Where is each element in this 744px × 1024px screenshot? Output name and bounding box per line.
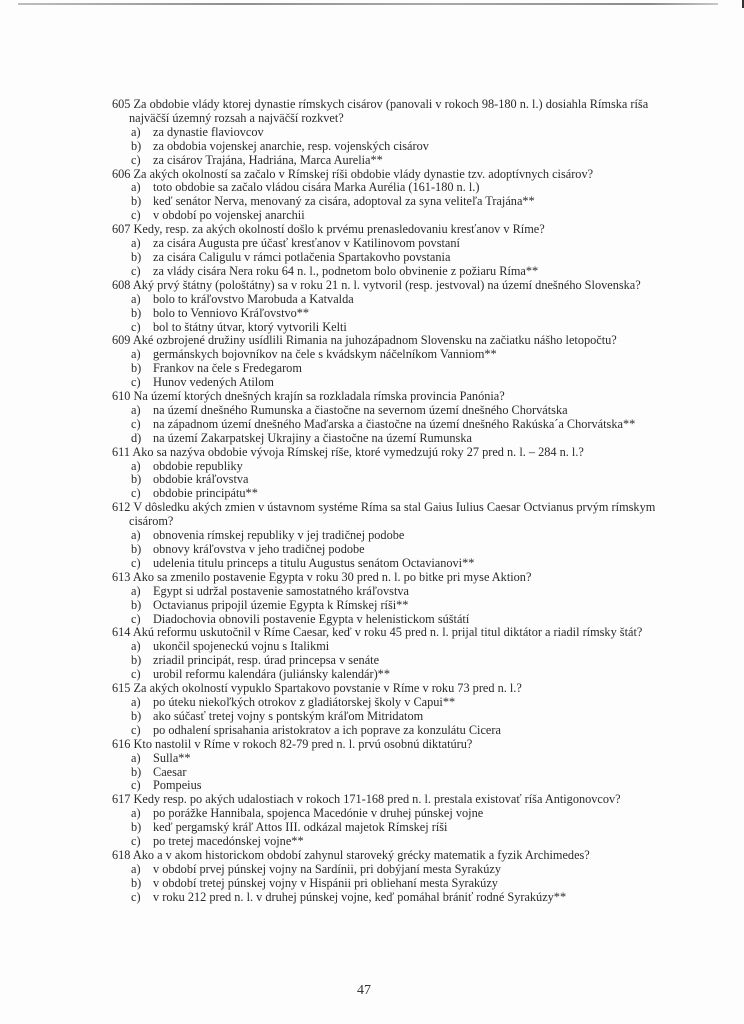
option-letter: b) bbox=[131, 542, 142, 556]
question-text: Za akých okolností sa začalo v Rímskej ríši obdobie vlády dynastie tzv. adoptívnych cisárov? bbox=[133, 166, 594, 181]
answer-option bbox=[112, 418, 732, 432]
answer-option bbox=[112, 585, 732, 599]
question-line bbox=[112, 501, 732, 515]
option-text: na území Zakarpatskej Ukrajiny a čiastočne na území Rumunska bbox=[153, 430, 472, 445]
answer-option bbox=[112, 348, 732, 362]
question-text: Kto nastolil v Ríme v rokoch 82-79 pred n. l. prvú osobnú diktatúru? bbox=[133, 736, 473, 751]
answer-option bbox=[112, 321, 732, 335]
option-text: toto obdobie sa začalo vládou cisára Marka Aurélia (161-180 n. l.) bbox=[153, 180, 480, 195]
question-line bbox=[112, 626, 732, 640]
answer-option bbox=[112, 724, 732, 738]
question-line bbox=[112, 168, 732, 182]
question-text: Aký prvý štátny (pološtátny) sa v roku 21 n. l. vytvoril (resp. jestvoval) na území dnešného Slovenska? bbox=[132, 277, 641, 292]
option-text: ukončil spojeneckú vojnu s Italikmi bbox=[153, 639, 330, 654]
answer-option bbox=[112, 460, 732, 474]
option-letter: c) bbox=[131, 722, 141, 737]
answer-option bbox=[112, 654, 732, 668]
option-letter: b) bbox=[131, 249, 142, 264]
option-letter: a) bbox=[131, 291, 141, 306]
question-number: 616 bbox=[112, 736, 131, 751]
option-letter: a) bbox=[131, 694, 141, 709]
answer-option bbox=[112, 209, 732, 223]
answer-option bbox=[112, 821, 732, 835]
question-line-continued bbox=[112, 112, 732, 126]
question-line-continued bbox=[112, 515, 732, 529]
answer-option bbox=[112, 710, 732, 724]
option-letter: b) bbox=[131, 472, 142, 487]
option-letter: c) bbox=[131, 416, 141, 431]
option-text: v období po vojenskej anarchii bbox=[153, 208, 305, 223]
option-letter: a) bbox=[131, 639, 141, 654]
option-text: za dynastie flaviovcov bbox=[153, 124, 264, 139]
option-text: bol to štátny útvar, ktorý vytvorili Kelti bbox=[153, 319, 347, 334]
answer-option bbox=[112, 543, 732, 557]
question-618 bbox=[112, 849, 732, 905]
option-letter: a) bbox=[131, 124, 141, 139]
option-letter: a) bbox=[131, 861, 141, 876]
question-line bbox=[112, 98, 732, 112]
option-letter: b) bbox=[131, 653, 142, 668]
option-letter: c) bbox=[131, 778, 141, 793]
option-text: bolo to Venniovo Kráľovstvo** bbox=[153, 305, 310, 320]
option-text: za vlády cisára Nera roku 64 n. l., podnetom bolo obvinenie z požiaru Ríma** bbox=[153, 263, 539, 278]
question-611 bbox=[112, 446, 732, 502]
option-letter: c) bbox=[131, 375, 141, 390]
option-letter: b) bbox=[131, 597, 142, 612]
question-605 bbox=[112, 98, 732, 168]
question-text: Akú reformu uskutočnil v Ríme Caesar, keď v roku 45 pred n. l. prijal titul diktátor a riadil rímsky štát? bbox=[132, 625, 643, 640]
question-number: 609 bbox=[112, 333, 131, 348]
question-line bbox=[112, 223, 732, 237]
option-text: keď pergamský kráľ Attos III. odkázal majetok Rímskej ríši bbox=[153, 820, 448, 835]
answer-option bbox=[112, 265, 732, 279]
option-text: bolo to kráľovstvo Marobuda a Katvalda bbox=[153, 291, 354, 306]
answer-option bbox=[112, 779, 732, 793]
option-text: po tretej macedónskej vojne** bbox=[153, 834, 304, 849]
question-number: 607 bbox=[112, 222, 131, 237]
question-number: 611 bbox=[112, 444, 130, 459]
question-line bbox=[112, 682, 732, 696]
option-text: v roku 212 pred n. l. v druhej púnskej vojne, keď pomáhal brániť rodné Syrakúzy** bbox=[153, 889, 567, 904]
question-text: Ako sa zmenilo postavenie Egypta v roku 30 pred n. l. po bitke pri myse Aktion? bbox=[132, 569, 532, 584]
option-text: obdobie republiky bbox=[153, 458, 243, 473]
option-letter: c) bbox=[131, 834, 141, 849]
answer-option bbox=[112, 891, 732, 905]
question-text: cisárom? bbox=[129, 514, 174, 529]
answer-option bbox=[112, 696, 732, 710]
question-line bbox=[112, 390, 732, 404]
option-letter: c) bbox=[131, 319, 141, 334]
option-text: obdobie principátu** bbox=[153, 486, 258, 501]
option-letter: c) bbox=[131, 152, 141, 167]
question-line bbox=[112, 738, 732, 752]
question-number: 617 bbox=[112, 792, 131, 807]
option-text: Hunov vedených Atilom bbox=[153, 375, 274, 390]
question-text: Kedy resp. po akých udalostiach v rokoch 171-168 pred n. l. prestala existovať ríša Antigonovcov? bbox=[133, 792, 621, 807]
option-letter: d) bbox=[131, 430, 142, 445]
option-text: Caesar bbox=[153, 764, 187, 779]
option-letter: a) bbox=[131, 528, 141, 543]
question-line bbox=[112, 446, 732, 460]
option-text: Frankov na čele s Fredegarom bbox=[153, 361, 302, 376]
answer-option bbox=[112, 126, 732, 140]
option-text: za cisára Augusta pre účasť kresťanov v Katilinovom povstaní bbox=[153, 236, 460, 251]
option-letter: c) bbox=[131, 667, 141, 682]
answer-option bbox=[112, 863, 732, 877]
option-text: za cisárov Trajána, Hadriána, Marca Aurelia** bbox=[153, 152, 383, 167]
question-608 bbox=[112, 279, 732, 335]
option-text: v období prvej púnskej vojny na Sardínii, pri dobýjaní mesta Syrakúzy bbox=[153, 861, 502, 876]
answer-option bbox=[112, 752, 732, 766]
question-text: Za akých okolností vypuklo Spartakovo povstanie v Ríme v roku 73 pred n. l.? bbox=[133, 681, 522, 696]
page-number: 47 bbox=[357, 983, 371, 998]
option-text: obdobie kráľovstva bbox=[153, 472, 249, 487]
answer-option bbox=[112, 640, 732, 654]
question-line bbox=[112, 571, 732, 585]
option-text: germánskych bojovníkov na čele s kvádskym náčelníkom Vanniom** bbox=[153, 347, 497, 362]
option-letter: a) bbox=[131, 750, 141, 765]
option-letter: a) bbox=[131, 180, 141, 195]
option-letter: c) bbox=[131, 208, 141, 223]
option-letter: a) bbox=[131, 347, 141, 362]
question-number: 613 bbox=[112, 569, 131, 584]
option-text: za obdobia vojenskej anarchie, resp. vojenských cisárov bbox=[153, 138, 429, 153]
question-607 bbox=[112, 223, 732, 279]
question-number: 614 bbox=[112, 625, 131, 640]
answer-option bbox=[112, 877, 732, 891]
option-text: Egypt si udržal postavenie samostatného kráľovstva bbox=[153, 583, 409, 598]
option-text: na území dnešného Rumunska a čiastočne na severnom území dnešného Chorvátska bbox=[153, 402, 568, 417]
answer-option bbox=[112, 766, 732, 780]
question-number: 615 bbox=[112, 681, 131, 696]
option-letter: a) bbox=[131, 458, 141, 473]
answer-option bbox=[112, 376, 732, 390]
answer-option bbox=[112, 432, 732, 446]
question-text: Kedy, resp. za akých okolností došlo k prvému prenasledovaniu kresťanov v Ríme? bbox=[133, 222, 545, 237]
question-line bbox=[112, 279, 732, 293]
question-text: Aké ozbrojené družiny usídlili Rimania na juhozápadnom Slovensku na začiatku nášho letopočtu? bbox=[132, 333, 617, 348]
option-letter: c) bbox=[131, 486, 141, 501]
question-number: 612 bbox=[112, 500, 131, 515]
question-610 bbox=[112, 390, 732, 446]
answer-option bbox=[112, 307, 732, 321]
question-616 bbox=[112, 738, 732, 794]
question-line bbox=[112, 849, 732, 863]
option-letter: c) bbox=[131, 555, 141, 570]
question-612 bbox=[112, 501, 732, 571]
option-letter: b) bbox=[131, 305, 142, 320]
option-letter: a) bbox=[131, 236, 141, 251]
answer-option bbox=[112, 487, 732, 501]
answer-option bbox=[112, 557, 732, 571]
answer-option bbox=[112, 293, 732, 307]
answer-option bbox=[112, 195, 732, 209]
question-text: Ako a v akom historickom období zahynul staroveký grécky matematik a fyzik Archimedes? bbox=[132, 847, 590, 862]
answer-option bbox=[112, 140, 732, 154]
scan-top-edge-line bbox=[18, 3, 718, 5]
option-text: obnovy kráľovstva v jeho tradičnej podobe bbox=[153, 542, 365, 556]
question-615 bbox=[112, 682, 732, 738]
question-text: Ako sa nazýva obdobie vývoja Rímskej ríše, ktoré vymedzujú roky 27 pred n. l. – 284 n. l.? bbox=[132, 444, 584, 459]
option-letter: a) bbox=[131, 402, 141, 417]
answer-option bbox=[112, 362, 732, 376]
question-line bbox=[112, 334, 732, 348]
question-number: 606 bbox=[112, 166, 131, 181]
answer-option bbox=[112, 251, 732, 265]
option-text: za cisára Caligulu v rámci potlačenia Spartakovho povstania bbox=[153, 249, 451, 264]
option-text: Sulla** bbox=[153, 750, 191, 765]
option-text: zriadil principát, resp. úrad princepsa v senáte bbox=[153, 653, 380, 668]
answer-option bbox=[112, 807, 732, 821]
question-line bbox=[112, 793, 732, 807]
option-text: po porážke Hannibala, spojenca Macedónie v druhej púnskej vojne bbox=[153, 806, 484, 821]
question-text: Na území ktorých dnešných krajín sa rozkladala rímska provincia Panónia? bbox=[133, 389, 505, 404]
option-letter: a) bbox=[131, 806, 141, 821]
option-text: po úteku niekoľkých otrokov z gladiátorskej školy v Capui** bbox=[153, 694, 456, 709]
option-letter: b) bbox=[131, 764, 142, 779]
option-text: urobil reformu kalendára (juliánsky kalendár)** bbox=[153, 667, 390, 682]
option-text: ako súčasť tretej vojny s pontským kráľom Mitridatom bbox=[153, 708, 424, 723]
answer-option bbox=[112, 473, 732, 487]
question-613 bbox=[112, 571, 732, 627]
option-letter: b) bbox=[131, 820, 142, 835]
answer-option bbox=[112, 599, 732, 613]
question-number: 608 bbox=[112, 277, 131, 292]
option-text: Diadochovia obnovili postavenie Egypta v helenistickom súštátí bbox=[153, 611, 470, 626]
option-text: na západnom území dnešného Maďarska a čiastočne na území dnešného Rakúska´a Chorvátska** bbox=[153, 416, 636, 431]
answer-option bbox=[112, 613, 732, 627]
answer-option bbox=[112, 668, 732, 682]
option-letter: a) bbox=[131, 583, 141, 598]
option-letter: b) bbox=[131, 361, 142, 376]
answer-option bbox=[112, 237, 732, 251]
question-609 bbox=[112, 334, 732, 390]
answer-option bbox=[112, 154, 732, 168]
question-text: V dôsledku akých zmien v ústavnom systéme Ríma sa stal Gaius Iulius Caesar Octvianus prvým rímskym bbox=[133, 500, 656, 515]
question-number: 618 bbox=[112, 847, 131, 862]
question-617 bbox=[112, 793, 732, 849]
answer-option bbox=[112, 404, 732, 418]
question-614 bbox=[112, 626, 732, 682]
option-text: keď senátor Nerva, menovaný za cisára, adoptoval za syna veliteľa Trajána** bbox=[153, 194, 535, 209]
option-text: v období tretej púnskej vojny v Hispánii pri obliehaní mesta Syrakúzy bbox=[153, 875, 498, 890]
option-text: udelenia titulu princeps a titulu Augustus senátom Octavianovi** bbox=[153, 555, 475, 570]
option-letter: b) bbox=[131, 875, 142, 890]
option-letter: c) bbox=[131, 263, 141, 278]
answer-option bbox=[112, 181, 732, 195]
option-letter: b) bbox=[131, 138, 142, 153]
option-text: obnovenia rímskej republiky v jej tradičnej podobe bbox=[153, 528, 405, 543]
question-text: Za obdobie vlády ktorej dynastie rímskych cisárov (panovali v rokoch 98-180 n. l.) dosiahla Rímska ríša bbox=[133, 97, 649, 111]
question-list bbox=[112, 98, 732, 905]
option-text: Octavianus pripojil územie Egypta k Rímskej ríši** bbox=[153, 597, 409, 612]
question-number: 605 bbox=[112, 97, 131, 111]
answer-option bbox=[112, 835, 732, 849]
option-letter: b) bbox=[131, 708, 142, 723]
option-letter: b) bbox=[131, 194, 142, 209]
option-text: Pompeius bbox=[153, 778, 202, 793]
question-number: 610 bbox=[112, 389, 131, 404]
answer-option bbox=[112, 529, 732, 543]
question-text: najväčší územný rozsah a najväčší rozkvet? bbox=[129, 110, 344, 125]
question-606 bbox=[112, 168, 732, 224]
option-text: po odhalení sprisahania aristokratov a ich poprave za konzulátu Cicera bbox=[153, 722, 501, 737]
option-letter: c) bbox=[131, 611, 141, 626]
option-letter: c) bbox=[131, 889, 141, 904]
